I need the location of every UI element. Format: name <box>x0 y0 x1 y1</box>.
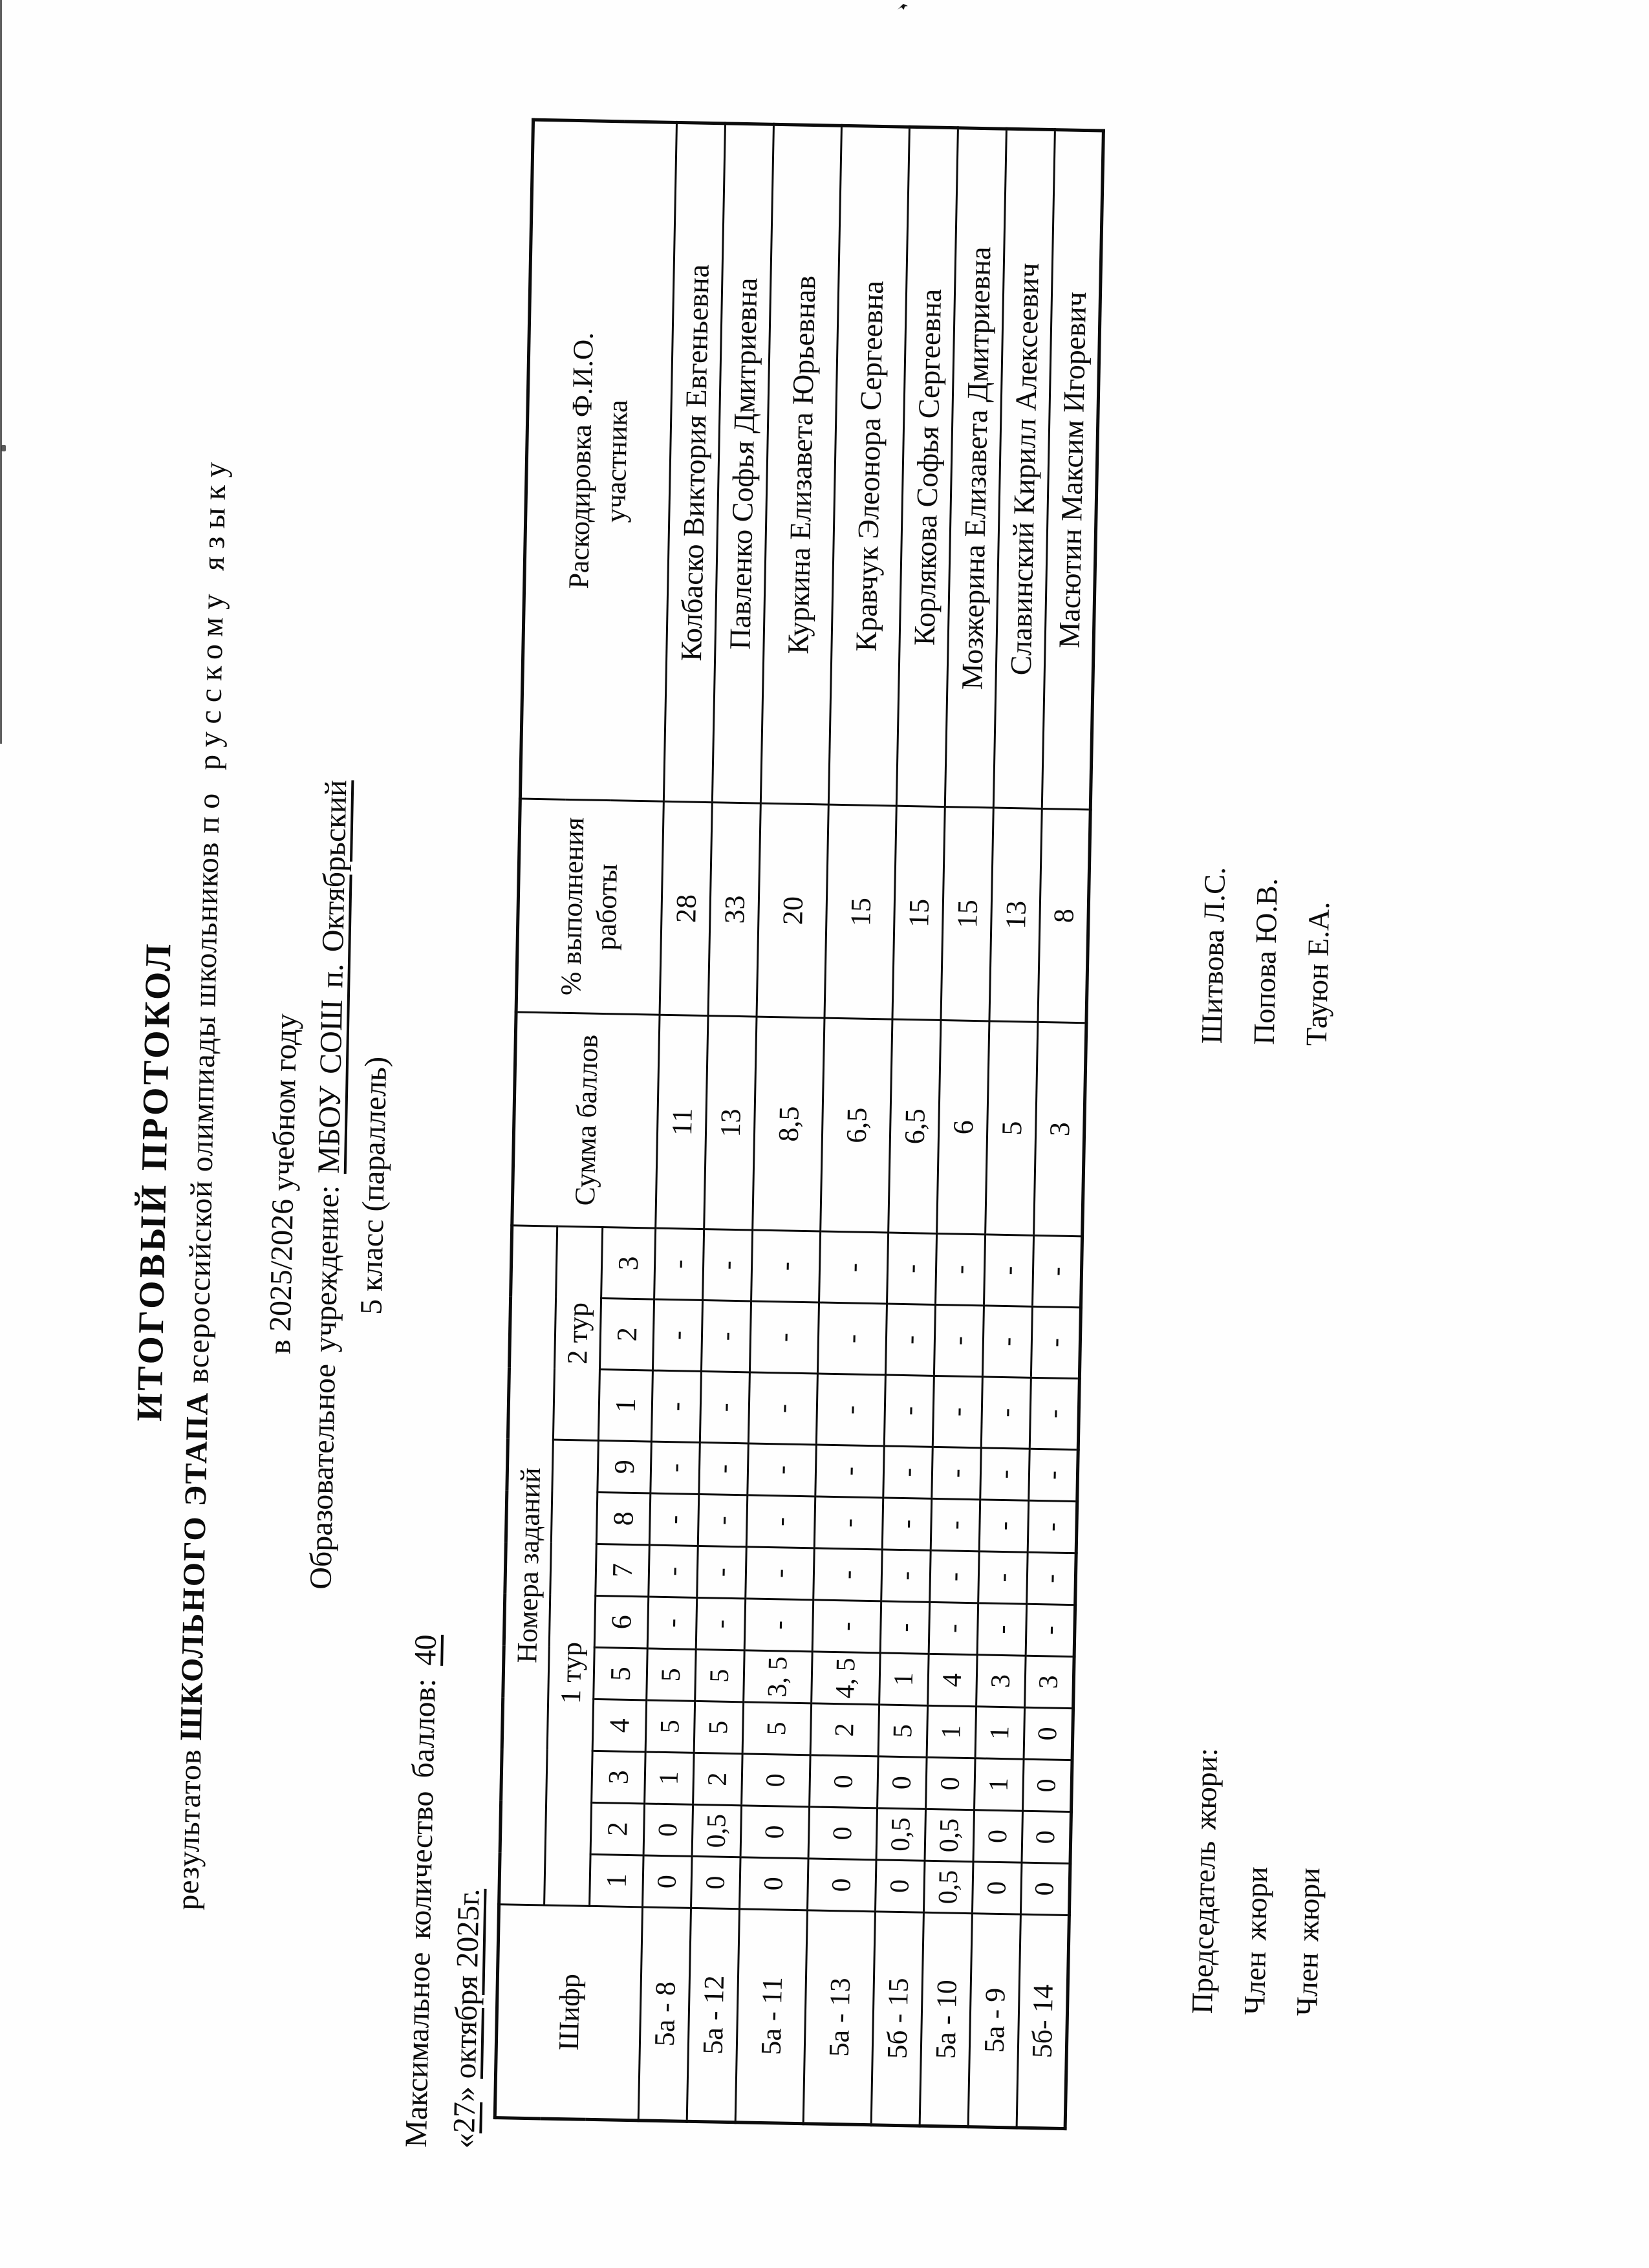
score-cell: - <box>699 1442 749 1495</box>
score-cell: - <box>1031 1306 1081 1378</box>
score-cell: - <box>1032 1235 1082 1307</box>
jury-role: Председатель жюри: <box>1185 1747 1223 2014</box>
score-cell: - <box>697 1546 747 1598</box>
score-cell: - <box>929 1602 978 1654</box>
fio-cell: Мозжерина Елизавета Дмитриевна <box>945 128 1006 808</box>
sum-cell: 6,5 <box>821 1018 892 1233</box>
score-cell: 1 <box>645 1752 695 1804</box>
task-number: 5 <box>594 1647 648 1700</box>
page-title: ИТОГОВЫЙ ПРОТОКОЛ <box>129 941 179 1422</box>
percent-cell: 15 <box>941 807 993 1021</box>
score-cell: - <box>649 1493 699 1546</box>
header-fio <box>520 120 676 801</box>
score-cell: 0 <box>1020 1863 1070 1915</box>
fio-cell: Колбаско Виктория Евгеньевна <box>663 122 725 802</box>
header-cipher: Шифр <box>495 1905 642 2121</box>
score-cell: 4 <box>928 1654 978 1706</box>
score-cell: - <box>812 1600 881 1653</box>
score-cell: 0,5 <box>876 1808 926 1861</box>
cipher-cell: 5а - 9 <box>968 1914 1020 2128</box>
task-number: 9 <box>598 1440 652 1493</box>
date-value: октября 2025г. <box>447 1888 486 2079</box>
document-content <box>38 28 1438 2240</box>
score-cell: - <box>884 1375 934 1447</box>
score-cell: - <box>1026 1604 1075 1656</box>
score-cell: 0 <box>691 1856 741 1908</box>
percent-cell: 20 <box>757 803 828 1018</box>
fio-cell: Масютин Максим Игоревич <box>1042 130 1103 810</box>
score-cell: - <box>814 1496 883 1550</box>
score-cell: 3 <box>1025 1656 1075 1708</box>
fio-cell: Куркина Елизавета Юрьевнав <box>760 124 841 805</box>
header-tour1: 1 тур <box>544 1440 599 1906</box>
percent-cell: 33 <box>708 803 760 1017</box>
score-cell: - <box>700 1372 749 1443</box>
scan-speck <box>898 4 908 10</box>
class-line: 5 класс (параллель) <box>354 1056 394 1315</box>
score-cell: - <box>698 1494 748 1546</box>
percent-cell: 15 <box>824 805 896 1019</box>
score-cell: - <box>746 1547 815 1600</box>
score-cell: - <box>1027 1552 1077 1604</box>
score-cell: 4, 5 <box>812 1652 881 1705</box>
task-number: 1 <box>598 1369 652 1442</box>
score-cell: - <box>652 1299 702 1371</box>
score-cell: 0 <box>1022 1811 1072 1863</box>
score-cell: 1 <box>975 1707 1025 1759</box>
task-number: 3 <box>601 1227 656 1300</box>
score-cell: 5 <box>694 1701 744 1753</box>
sum-cell: 6,5 <box>889 1019 941 1233</box>
date-close-quote: » <box>447 2078 482 2102</box>
score-cell: - <box>883 1446 933 1498</box>
task-number: 6 <box>594 1595 649 1648</box>
score-cell: - <box>651 1442 700 1494</box>
score-cell: - <box>819 1231 889 1304</box>
score-cell: - <box>981 1377 1031 1449</box>
header-tour2: 2 тур <box>553 1226 602 1440</box>
cipher-cell: 5а - 12 <box>687 1908 739 2122</box>
score-cell: - <box>748 1443 817 1496</box>
score-cell: 0 <box>643 1855 693 1908</box>
score-cell: 0 <box>1022 1759 1072 1811</box>
task-number: 8 <box>596 1492 651 1545</box>
task-number: 2 <box>599 1299 654 1371</box>
score-cell: 5 <box>742 1702 812 1755</box>
score-cell: 2 <box>810 1703 879 1756</box>
score-cell: 1 <box>975 1758 1024 1811</box>
score-cell: - <box>814 1548 883 1601</box>
task-number: 4 <box>592 1699 647 1752</box>
fio-cell: Павленко Софья Дмитриевна <box>712 124 773 803</box>
score-cell: 2 <box>693 1753 743 1805</box>
scan-speck <box>1 445 6 451</box>
sum-cell: 5 <box>986 1021 1038 1235</box>
year-line: в 2025/2026 учебном году <box>263 1013 304 1355</box>
score-cell: 3 <box>976 1655 1026 1707</box>
institution-value: МБОУ СОШ п. Октябрьский <box>311 779 354 1174</box>
score-cell: 0,5 <box>925 1809 975 1861</box>
score-cell: 5 <box>695 1649 745 1701</box>
date-open-quote: « <box>446 2132 482 2149</box>
score-cell: 0 <box>740 1806 810 1859</box>
score-cell: - <box>746 1495 815 1548</box>
subtitle-stage: ШКОЛЬНОГО ЭТАПА <box>173 1391 215 1741</box>
score-cell: - <box>881 1550 931 1602</box>
header-percent: % выполнения работы <box>516 799 663 1015</box>
score-cell: 3, 5 <box>744 1650 813 1703</box>
header-sum: Сумма баллов <box>512 1012 660 1228</box>
score-cell: 5 <box>645 1700 695 1753</box>
score-cell: - <box>1029 1449 1079 1501</box>
score-cell: 0 <box>807 1859 876 1912</box>
score-cell: 0 <box>808 1807 878 1860</box>
fio-cell: Кравчук Элеонора Сергеевна <box>828 125 909 806</box>
results-table <box>493 118 1105 2130</box>
score-cell: - <box>1028 1500 1077 1553</box>
percent-cell: 8 <box>1038 808 1090 1022</box>
score-cell: - <box>979 1500 1029 1552</box>
sum-cell: 11 <box>656 1015 708 1229</box>
score-cell: - <box>816 1374 885 1446</box>
score-cell: 5 <box>878 1705 928 1757</box>
score-cell: - <box>751 1230 821 1302</box>
score-cell: 0 <box>972 1862 1022 1914</box>
sum-cell: 6 <box>937 1021 989 1235</box>
score-cell: - <box>701 1301 751 1372</box>
score-cell: - <box>885 1304 935 1376</box>
score-cell: - <box>748 1372 817 1445</box>
score-cell: - <box>744 1599 814 1652</box>
date-day: 27 <box>447 2101 482 2133</box>
score-cell: - <box>977 1603 1027 1656</box>
header-fio-line1: Раскодировка Ф.И.О. <box>563 332 599 589</box>
score-cell: 0 <box>1024 1707 1073 1760</box>
sum-cell: 8,5 <box>753 1017 824 1231</box>
score-cell: 0,5 <box>923 1861 973 1913</box>
score-cell: - <box>931 1498 980 1551</box>
task-number: 3 <box>592 1751 646 1804</box>
scan-edge-artifact <box>0 0 2 744</box>
score-cell: - <box>887 1233 937 1304</box>
cipher-cell: 5б - 15 <box>871 1912 923 2126</box>
score-cell: - <box>880 1601 930 1654</box>
score-cell: 1 <box>879 1653 929 1705</box>
score-cell: - <box>982 1306 1032 1377</box>
score-cell: - <box>654 1228 704 1300</box>
score-cell: 0 <box>973 1810 1023 1863</box>
task-number: 2 <box>590 1802 645 1855</box>
jury-name: Попова Ю.В. <box>1247 878 1284 1046</box>
score-cell: - <box>978 1551 1028 1604</box>
max-points-line <box>398 1634 444 2148</box>
cipher-cell: 5а - 13 <box>803 1910 875 2125</box>
score-cell: - <box>1029 1377 1079 1449</box>
score-cell: - <box>935 1233 985 1305</box>
jury-signatures <box>1185 462 1372 2016</box>
task-number: 7 <box>596 1544 650 1597</box>
score-cell: 0 <box>926 1757 976 1809</box>
score-cell: - <box>815 1445 885 1498</box>
score-cell: 5 <box>647 1648 696 1701</box>
score-cell: - <box>696 1597 746 1650</box>
score-cell: 1 <box>927 1705 976 1758</box>
subtitle-rest: всероссийской олимпиады школьников <box>180 832 226 1392</box>
jury-role: Член жюри <box>1238 1866 1274 2016</box>
score-cell: - <box>980 1448 1030 1500</box>
subtitle-prefix: результатов <box>170 1740 208 1911</box>
cipher-cell: 5а - 10 <box>920 1912 972 2126</box>
score-cell: 0 <box>878 1756 927 1809</box>
fio-cell: Корлякова Софья Сергеевна <box>896 127 958 806</box>
score-cell: - <box>817 1302 887 1375</box>
subtitle-subject: по русскому языку <box>191 454 233 834</box>
score-cell: - <box>984 1235 1033 1306</box>
jury-name: Шитвова Л.С. <box>1194 867 1232 1044</box>
cipher-cell: 5а - 8 <box>638 1907 691 2121</box>
score-cell: - <box>882 1498 932 1550</box>
score-cell: - <box>651 1370 701 1442</box>
score-cell: 0 <box>643 1804 693 1856</box>
date-line <box>446 1866 487 2149</box>
fio-cell: Славинский Кирилл Алексеевич <box>993 129 1055 808</box>
score-cell: 0,5 <box>692 1804 742 1857</box>
score-cell: - <box>749 1301 819 1374</box>
score-cell: 0 <box>810 1755 879 1808</box>
percent-cell: 28 <box>660 801 712 1015</box>
header-tasks: Номера заданий <box>499 1226 557 1905</box>
jury-role: Член жюри <box>1289 1867 1326 2016</box>
score-cell: - <box>934 1304 984 1376</box>
task-number: 1 <box>590 1854 644 1907</box>
score-cell: - <box>703 1229 753 1301</box>
institution-label: Образовательное учреждение: <box>303 1173 346 1590</box>
max-points-label: Максимальное количество баллов: <box>398 1665 443 2148</box>
sum-cell: 13 <box>704 1016 757 1230</box>
percent-cell: 15 <box>892 806 945 1020</box>
percent-cell: 13 <box>989 808 1042 1022</box>
cipher-cell: 5а - 11 <box>735 1909 807 2124</box>
score-cell: - <box>647 1597 697 1649</box>
score-cell: - <box>930 1550 980 1603</box>
score-cell: - <box>932 1447 982 1499</box>
score-cell: 0 <box>740 1857 809 1910</box>
sum-cell: 3 <box>1034 1022 1086 1236</box>
max-points-value: 40 <box>408 1634 444 1666</box>
header-fio-line2: участника <box>599 399 634 523</box>
cipher-cell: 5б- 14 <box>1017 1914 1069 2128</box>
score-cell: 0 <box>875 1860 925 1912</box>
score-cell: - <box>649 1545 698 1597</box>
jury-name: Тауюн Е.А. <box>1299 901 1336 1046</box>
score-cell: - <box>932 1376 982 1447</box>
score-cell: 0 <box>742 1754 811 1807</box>
